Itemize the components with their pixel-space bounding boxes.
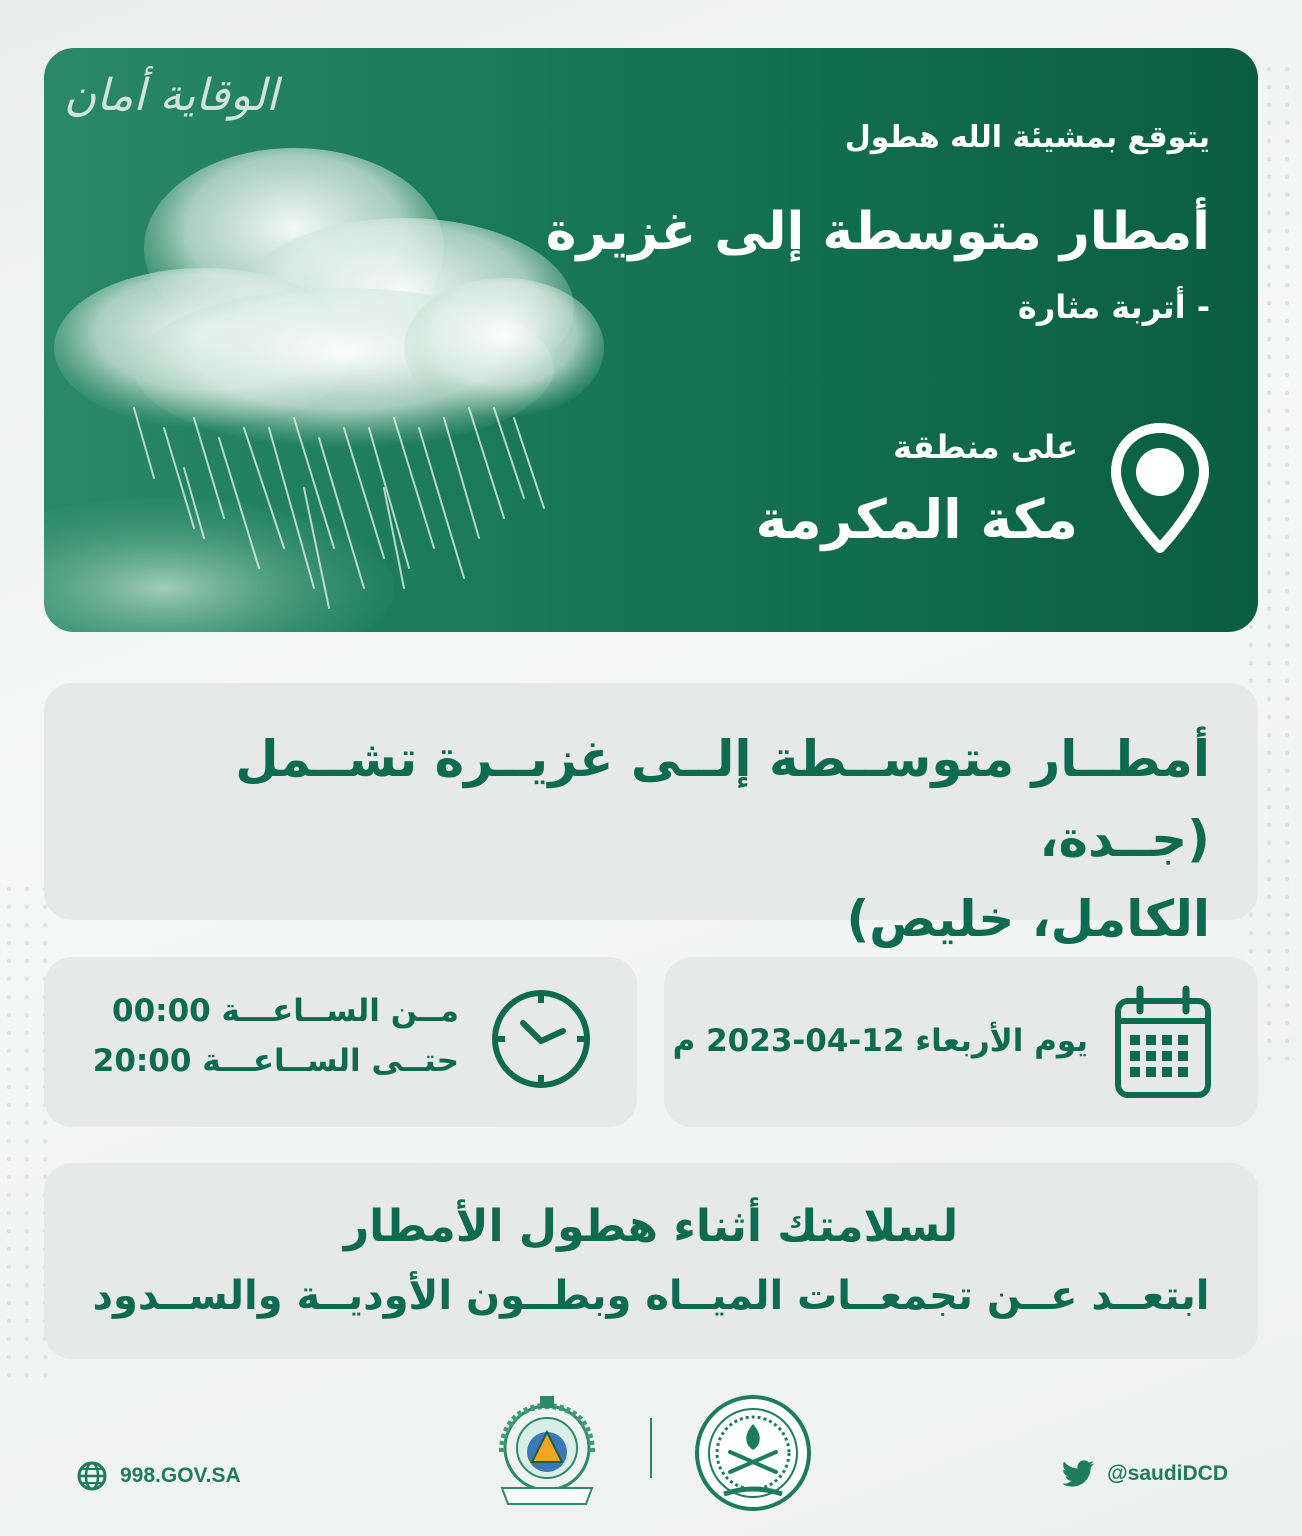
areas-line-2: الكامل، خليص) — [846, 890, 1210, 948]
date-panel — [664, 957, 1258, 1127]
brand-script-logo: الوقاية أمان — [64, 70, 279, 121]
safety-title: لسلامتك أثناء هطول الأمطار — [343, 1201, 959, 1252]
ministry-interior-emblem — [694, 1394, 812, 1512]
twitter-icon — [1061, 1460, 1095, 1488]
areas-line-1: أمطــار متوســطة إلــى غزيــرة تشــمل (جــدة، — [235, 730, 1210, 868]
clock-icon — [489, 987, 593, 1091]
rain-cloud-image — [44, 48, 664, 632]
region-label: على منطقة — [893, 428, 1078, 466]
globe-icon — [76, 1460, 108, 1492]
website-text: 998.GOV.SA — [120, 1464, 241, 1487]
calendar-icon — [1114, 985, 1212, 1099]
civil-defense-emblem — [482, 1392, 612, 1512]
safety-advice: ابتعــد عــن تجمعــات الميــاه وبطــون الأوديــة والســدود — [92, 1273, 1210, 1319]
twitter-handle: @saudiDCD — [1107, 1462, 1228, 1485]
dust-text: - أتربة مثارة — [1017, 288, 1210, 326]
date-text: يوم الأربعاء 12-04-2023 م — [672, 1023, 1088, 1059]
website-link[interactable] — [76, 1460, 241, 1492]
time-to: حتــى الســاعـــة 20:00 — [92, 1043, 459, 1079]
decorative-dots-left — [0, 880, 50, 1380]
footer-divider — [650, 1418, 652, 1478]
expect-text: يتوقع بمشيئة الله هطول — [844, 120, 1210, 155]
region-name: مكة المكرمة — [755, 488, 1078, 551]
areas-text — [90, 719, 1210, 959]
location-pin-icon — [1110, 422, 1210, 554]
time-from: مــن الســاعـــة 00:00 — [112, 993, 459, 1029]
twitter-link[interactable] — [1061, 1460, 1228, 1488]
hero-headline: أمطار متوسطة إلى غزيرة — [545, 202, 1210, 262]
safety-panel — [44, 1163, 1258, 1359]
time-panel — [44, 957, 637, 1127]
hero-card — [44, 48, 1258, 632]
areas-panel — [44, 683, 1258, 948]
